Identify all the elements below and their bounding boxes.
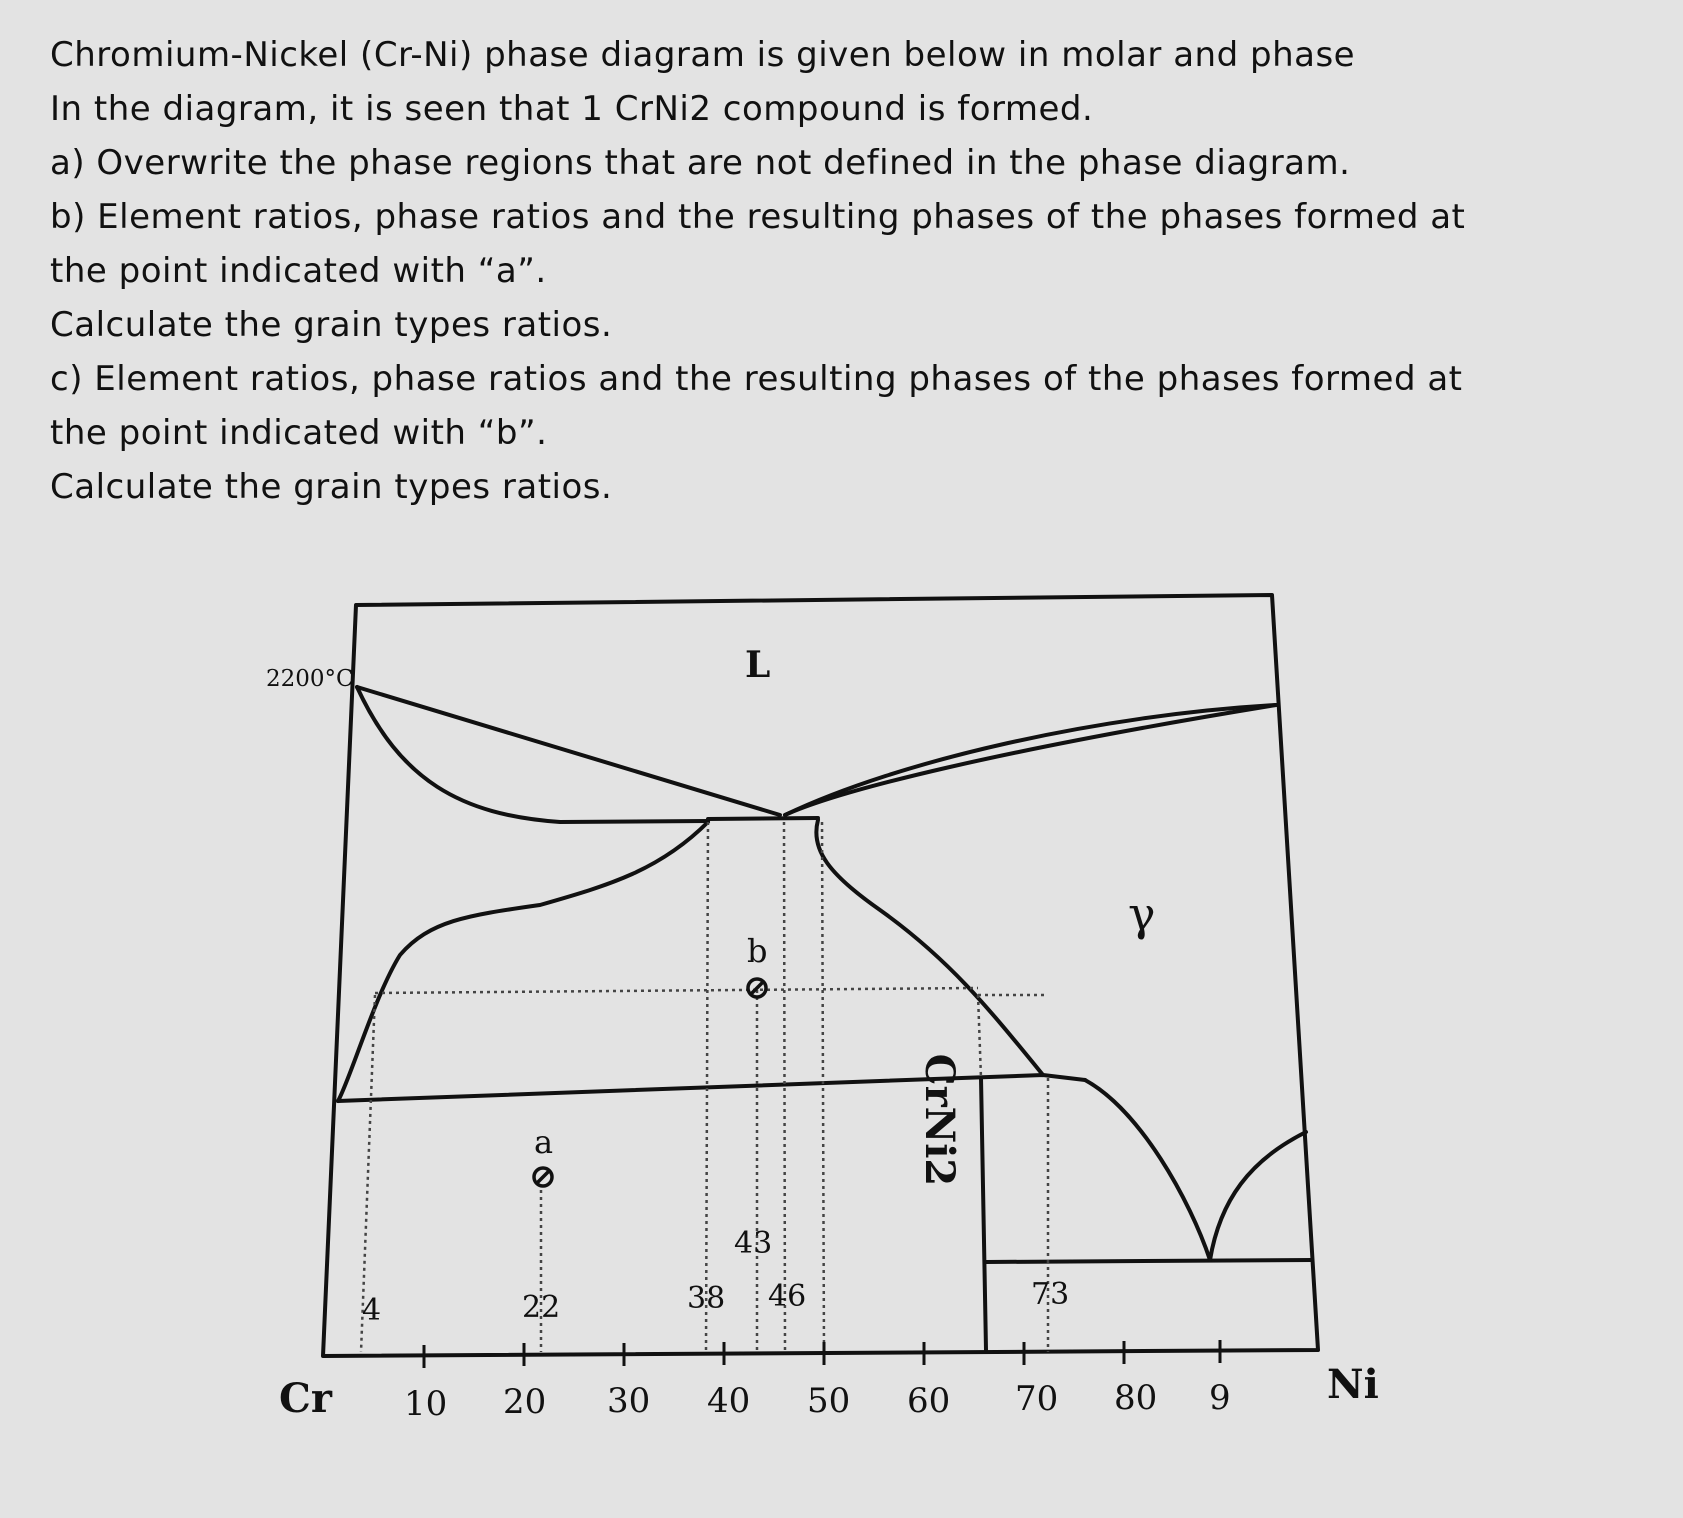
liquidus-right	[785, 705, 1276, 815]
ordering-curve-left	[1085, 1080, 1210, 1260]
point-b-label: b	[747, 932, 768, 970]
diagram-frame	[323, 595, 1318, 1356]
gamma-phase-label: γ	[1128, 887, 1156, 941]
guide-44	[784, 822, 785, 1352]
question-line: a) Overwrite the phase regions that are not defined in the phase diagram.	[50, 143, 1351, 183]
axis-tick-label: 50	[807, 1381, 851, 1421]
composition-marker: 46	[768, 1279, 807, 1314]
question-line: In the diagram, it is seen that 1 CrNi2 compound is formed.	[50, 89, 1094, 129]
question-line: the point indicated with “b”.	[50, 413, 548, 453]
gamma-solvus	[816, 820, 1043, 1075]
point-a-cross	[537, 1171, 549, 1183]
eutectic-line	[708, 818, 818, 819]
solidus-right	[785, 705, 1276, 815]
liquidus-left	[357, 687, 780, 815]
ordering-curve-right	[1210, 1132, 1306, 1260]
alpha-solvus	[338, 822, 708, 1101]
composition-marker: 22	[522, 1290, 561, 1325]
compound-boundary	[981, 1078, 986, 1350]
axis-tick-label: 10	[404, 1384, 448, 1424]
reaction-line	[338, 1075, 1085, 1101]
question-line: c) Element ratios, phase ratios and the resulting phases of the phases formed at	[50, 359, 1463, 399]
axis-tick-label: 9	[1209, 1378, 1231, 1418]
solidus-left	[357, 687, 708, 822]
composition-marker: 4	[362, 1293, 382, 1328]
guide-b-horizontal	[375, 988, 978, 993]
question-line: b) Element ratios, phase ratios and the resulting phases of the phases formed at	[50, 197, 1466, 237]
liquid-phase-label: L	[745, 644, 771, 686]
axis-tick-label: 20	[503, 1382, 547, 1422]
temperature-label: 2200°C	[266, 666, 354, 692]
axis-left-element: Cr	[279, 1375, 332, 1422]
point-a-label: a	[534, 1123, 554, 1161]
compound-label: CrNi2	[916, 1053, 963, 1187]
guide-46	[822, 822, 824, 1352]
axis-tick-label: 70	[1015, 1379, 1059, 1419]
question-line: Calculate the grain types ratios.	[50, 305, 613, 345]
question-line: Chromium-Nickel (Cr-Ni) phase diagram is given below in molar and phase	[50, 35, 1356, 75]
axis-right-element: Ni	[1327, 1361, 1379, 1408]
question-line: the point indicated with “a”.	[50, 251, 547, 291]
axis-tick-label: 60	[907, 1381, 951, 1421]
axis-tick-label: 40	[707, 1381, 751, 1421]
axis-tick-label: 80	[1114, 1378, 1158, 1418]
composition-marker: 38	[687, 1281, 726, 1316]
question-line: Calculate the grain types ratios.	[50, 467, 613, 507]
composition-marker: 43	[734, 1226, 773, 1261]
compound-base	[986, 1260, 1312, 1262]
axis-tick-label: 30	[607, 1381, 651, 1421]
guide-73-vertical	[978, 995, 981, 1078]
composition-marker: 73	[1031, 1277, 1070, 1312]
